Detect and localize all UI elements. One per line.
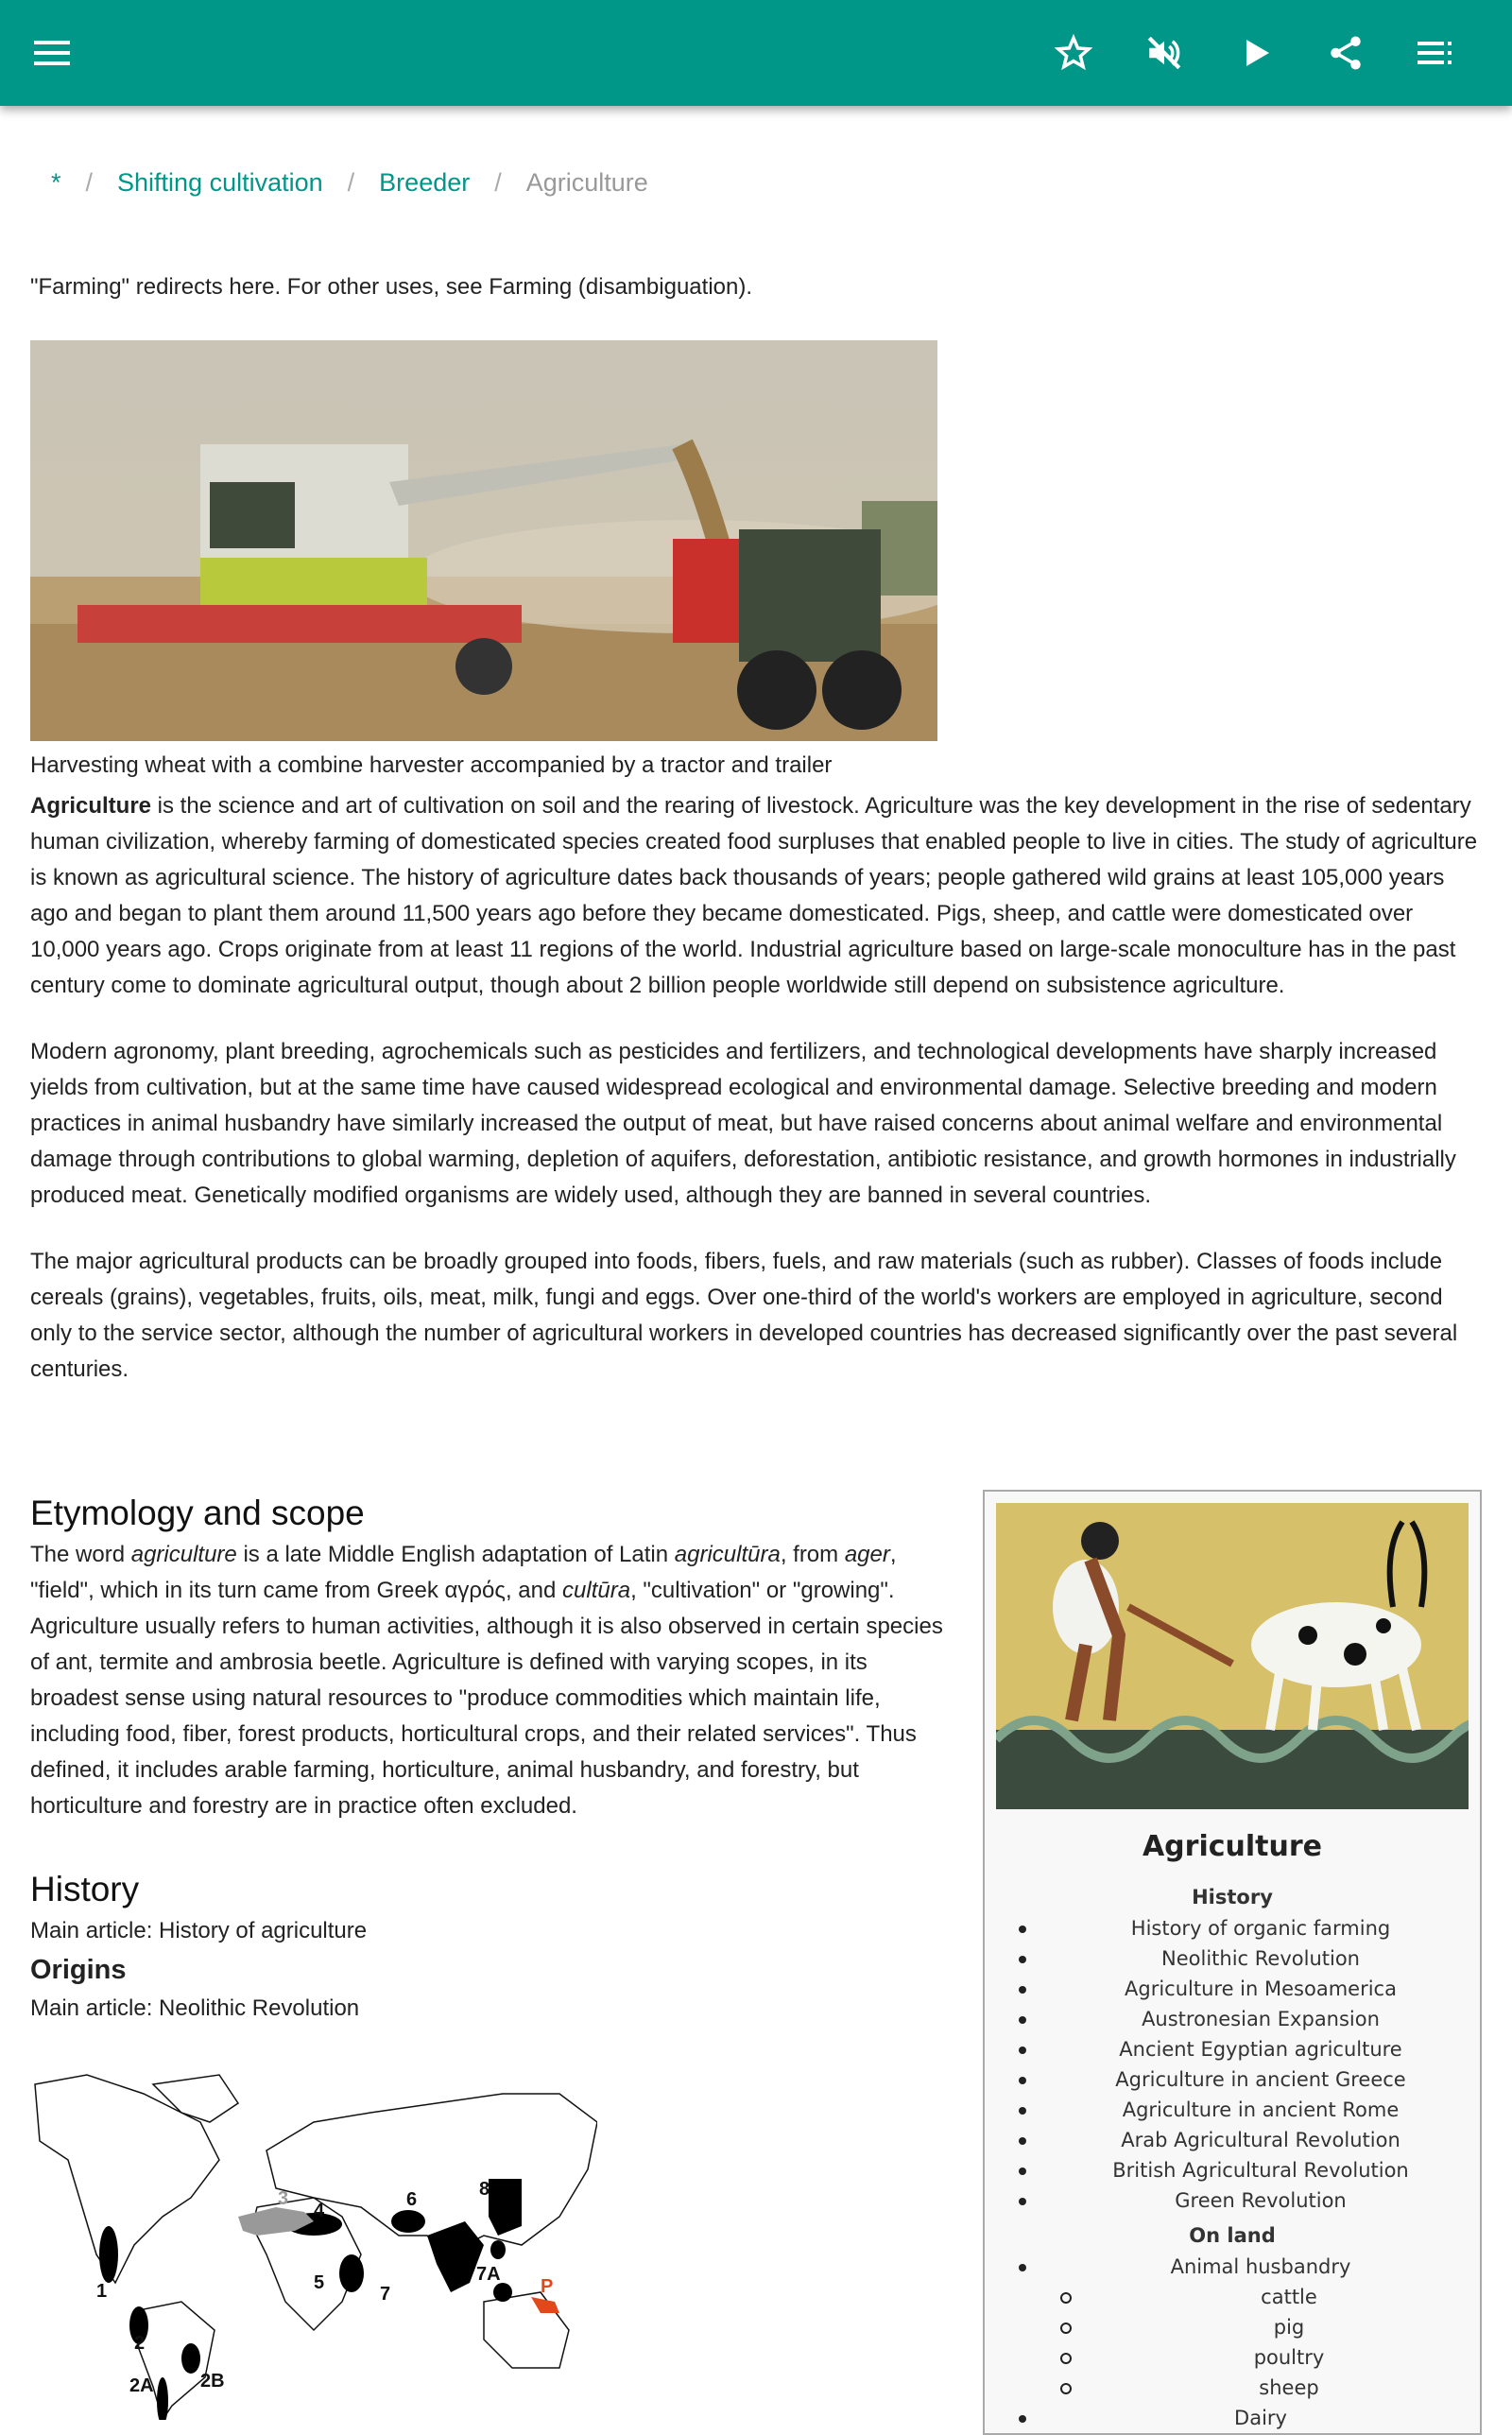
- map-label: 4: [314, 2201, 325, 2221]
- map-label: 2B: [200, 2371, 225, 2392]
- infobox-link[interactable]: Dairy: [985, 2403, 1480, 2433]
- hero-caption: Harvesting wheat with a combine harvester accompanied by a tractor and trailer: [30, 752, 833, 778]
- map-label: 1: [96, 2281, 108, 2302]
- origins-heading: Origins: [30, 1955, 127, 1985]
- infobox-sublink[interactable]: pig: [985, 2312, 1480, 2342]
- infobox-list: [985, 1877, 1480, 2433]
- article-left-column: [30, 1490, 956, 2027]
- infobox: [983, 1490, 1482, 2435]
- infobox-link[interactable]: Agriculture in Mesoamerica: [985, 1974, 1480, 2004]
- map-origins-of-agriculture[interactable]: [30, 2065, 597, 2420]
- infobox-image-egyptian-ploughing[interactable]: [996, 1503, 1469, 1809]
- volume-off-icon[interactable]: [1140, 28, 1189, 78]
- infobox-link[interactable]: Agriculture in ancient Rome: [985, 2095, 1480, 2125]
- hatnote[interactable]: "Farming" redirects here. For other uses, see Farming (disambiguation).: [30, 274, 753, 300]
- infobox-link[interactable]: Animal husbandry: [985, 2252, 1480, 2282]
- etymology-text: The word: [30, 1542, 131, 1567]
- infobox-section-history: History: [1192, 1886, 1273, 1908]
- breadcrumb-current: Agriculture: [525, 168, 648, 197]
- star-icon[interactable]: [1049, 28, 1098, 78]
- list-icon[interactable]: [1412, 28, 1461, 78]
- etymology-term: ager: [844, 1542, 890, 1567]
- infobox-link[interactable]: Austronesian Expansion: [985, 2004, 1480, 2034]
- app-toolbar: [0, 0, 1512, 106]
- term-agriculture: Agriculture: [30, 793, 152, 819]
- breadcrumb-separator: /: [494, 168, 502, 197]
- map-label: 2: [134, 2333, 146, 2354]
- map-label: 6: [406, 2189, 418, 2210]
- breadcrumb-separator: /: [347, 168, 355, 197]
- hero-image-harvester[interactable]: [30, 340, 937, 741]
- breadcrumb-breeder[interactable]: Breeder: [379, 168, 471, 197]
- map-label: 3: [278, 2188, 289, 2209]
- map-label: 2A: [129, 2375, 154, 2396]
- infobox-link[interactable]: History of organic farming: [985, 1913, 1480, 1943]
- intro-paragraph-3: The major agricultural products can be broadly grouped into foods, fibers, fuels, and raw materials (such as rubber). Classes of foods include cereals (grains), vegetables, fruits, oils, meat, milk, fungi and eggs. Over one-third of the world's workers are employed in agriculture, second only to the service sector, although the number of agricultural workers in developed countries has decreased significantly over the past several centuries.: [30, 1249, 1458, 1382]
- infobox-link[interactable]: Agriculture in ancient Greece: [985, 2064, 1480, 2095]
- map-label: P: [541, 2276, 554, 2297]
- infobox-link[interactable]: Arab Agricultural Revolution: [985, 2125, 1480, 2155]
- infobox-sublink[interactable]: sheep: [985, 2373, 1480, 2403]
- infobox-sublink[interactable]: cattle: [985, 2282, 1480, 2312]
- infobox-sublink[interactable]: poultry: [985, 2342, 1480, 2373]
- etymology-paragraph: [30, 1537, 956, 1824]
- infobox-title: Agriculture: [1142, 1830, 1323, 1863]
- infobox-section-on-land: On land: [1189, 2224, 1276, 2247]
- map-label: 7: [380, 2284, 391, 2305]
- etymology-heading: Etymology and scope: [30, 1494, 365, 1532]
- etymology-term: cultūra: [562, 1578, 631, 1603]
- infobox-link[interactable]: Neolithic Revolution: [985, 1943, 1480, 1974]
- history-heading: History: [30, 1870, 140, 1908]
- menu-icon[interactable]: [28, 28, 77, 78]
- history-main-article-link[interactable]: Main article: History of agriculture: [30, 1918, 368, 1943]
- etymology-term: agricultūra: [674, 1542, 781, 1567]
- infobox-link[interactable]: Ancient Egyptian agriculture: [985, 2034, 1480, 2064]
- etymology-text: , "cultivation" or "growing". Agriculture usually refers to human activities, although it is also observed in certain species of ant, termite and ambrosia beetle. Agriculture is defined with varying scopes, in its broadest sense using natural resources to "produce commodities which maintain life, including food, fiber, forest products, horticultural crops, and their related services". Thus defined, it includes arable farming, horticulture, animal husbandry, and forestry, but horticulture and forestry are in practice often excluded.: [30, 1578, 943, 1819]
- etymology-text: is a late Middle English adaptation of Latin: [236, 1542, 675, 1567]
- infobox-link[interactable]: Green Revolution: [985, 2185, 1480, 2216]
- etymology-text: , "field", which in its turn came from Greek αγρός, and: [30, 1542, 897, 1603]
- origins-main-article-link[interactable]: Main article: Neolithic Revolution: [30, 1995, 360, 2021]
- breadcrumb-separator: /: [85, 168, 94, 197]
- intro-paragraph-2: Modern agronomy, plant breeding, agrochemicals such as pesticides and fertilizers, and technological developments have sharply increased yields from cultivation, but at the same time have caused widespread ecological and environmental damage. Selective breeding and modern practices in animal husbandry have similarly increased the output of meat, but have raised concerns about animal welfare and environmental damage through contributions to global warming, depletion of aquifers, deforestation, antibiotic resistance, and growth hormones in industrially produced meat. Genetically modified organisms are widely used, although they are banned in several countries.: [30, 1039, 1456, 1208]
- breadcrumb: [51, 168, 648, 198]
- intro-text-1: is the science and art of cultivation on soil and the rearing of livestock. Agriculture was the key development in the rise of sedentary human civilization, whereby farming of domesticated species created food surpluses that enabled people to live in cities. The study of agriculture is known as agricultural science. The history of agriculture dates back thousands of years; people gathered wild grains at least 105,000 years ago and began to plant them around 11,500 years ago before they became domesticated. Pigs, sheep, and cattle were domesticated over 10,000 years ago. Crops originate from at least 11 regions of the world. Industrial agriculture based on large-scale monoculture has in the past century come to dominate agricultural output, though about 2 billion people worldwide still depend on subsistence agriculture.: [30, 793, 1478, 998]
- etymology-term: agriculture: [130, 1542, 237, 1567]
- breadcrumb-home[interactable]: *: [51, 168, 61, 197]
- etymology-text: , from: [780, 1542, 845, 1567]
- map-label: 7A: [476, 2264, 501, 2285]
- intro-section: [30, 788, 1486, 1418]
- play-icon[interactable]: [1232, 28, 1281, 78]
- map-label: 8: [479, 2179, 490, 2200]
- intro-paragraph-1: [30, 788, 1486, 1004]
- map-label: 5: [314, 2272, 325, 2293]
- share-icon[interactable]: [1321, 28, 1370, 78]
- infobox-link[interactable]: British Agricultural Revolution: [985, 2155, 1480, 2185]
- breadcrumb-shifting-cultivation[interactable]: Shifting cultivation: [117, 168, 323, 197]
